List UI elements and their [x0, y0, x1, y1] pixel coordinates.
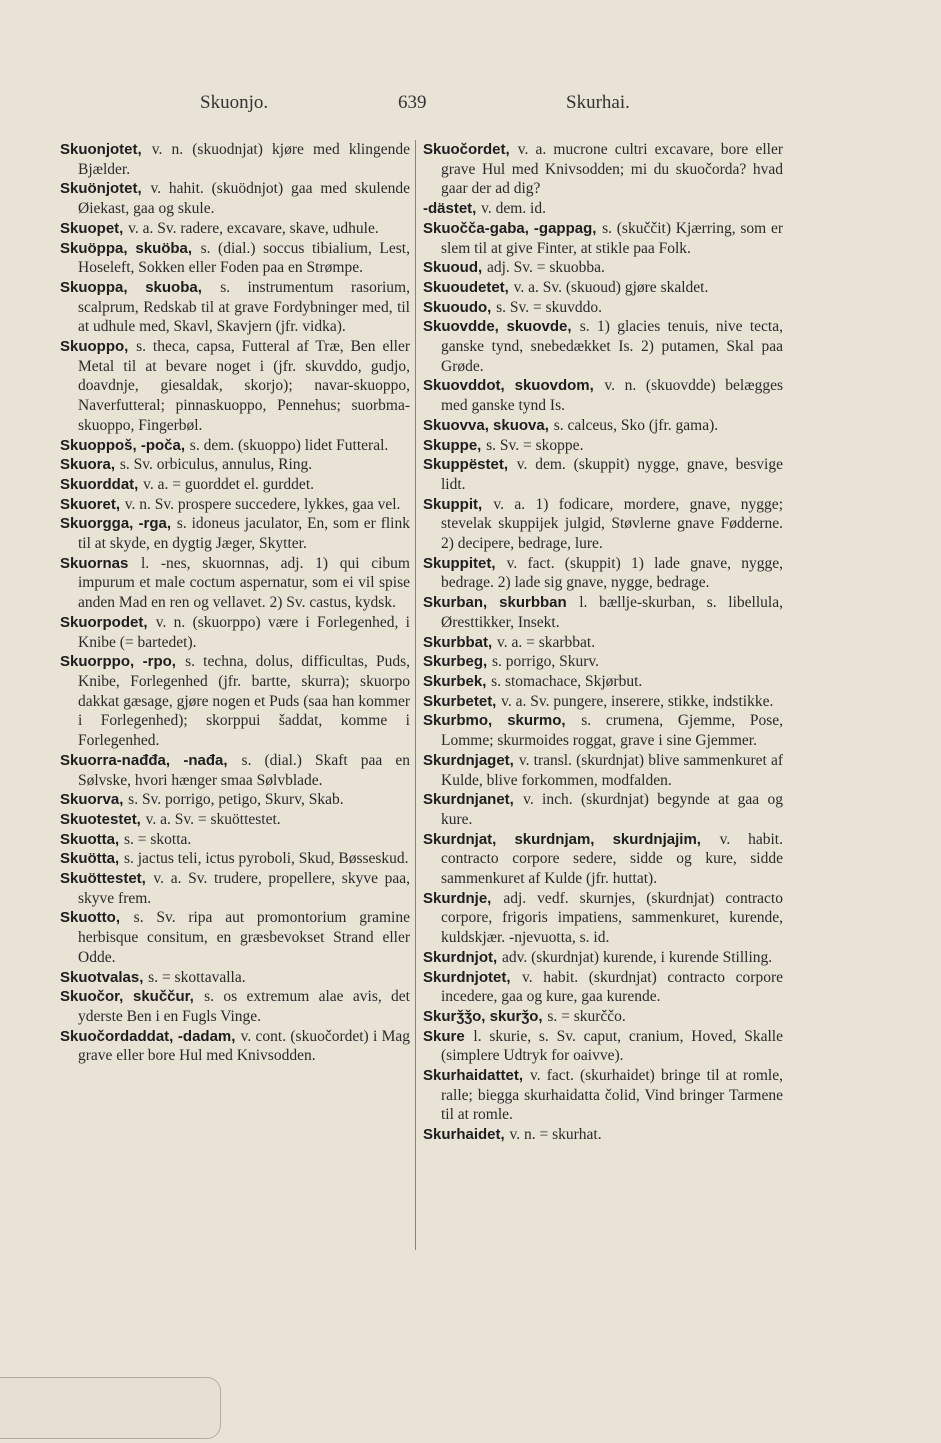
entry-headword: Skuonjotet, — [60, 141, 142, 158]
entry-headword: Skuorva, — [60, 791, 124, 809]
entry-definition: v. a. Sv. radere, excavare, skave, udhule. — [128, 219, 379, 237]
dictionary-entry — [423, 633, 783, 653]
entry-definition: l. -nes, skuornnas, adj. 1) qui cibum impurum et male coctum aspernatur, som ei vil spise anden Mad en ren og vellavet. 2) Sv. castus, kydsk. — [78, 554, 410, 612]
entry-definition: s. = skotta. — [123, 830, 192, 848]
entry-headword: Skuöttestet, — [60, 870, 146, 888]
entry-headword: Skurdnjotet, — [423, 968, 511, 986]
dictionary-entry — [423, 219, 783, 258]
dictionary-entry — [60, 613, 410, 652]
entry-headword: Skuočor, skuččur, — [60, 988, 194, 1006]
dictionary-entry — [423, 830, 783, 889]
entry-headword: Skurbek, — [423, 672, 487, 690]
entry-definition: s. Sv. = skuvddo. — [496, 298, 603, 316]
entry-headword: Skurǯǯo, skurǯo, — [423, 1007, 543, 1025]
dictionary-entry — [423, 1066, 783, 1125]
entry-definition: s. (skuččit) Kjærring, som er slem til at give Finter, at stikle paa Folk. — [441, 219, 783, 257]
entry-headword: Skuorpodet, — [60, 613, 148, 631]
dictionary-entry — [60, 179, 410, 218]
dictionary-entry — [423, 436, 783, 456]
entry-definition: v. fact. (skurhaidet) bringe til at romle, ralle; biegga skurhaidatta čolid, Vind bringer Tarmene til at romle. — [441, 1067, 783, 1124]
dictionary-entry — [60, 869, 410, 908]
entry-definition: adv. (skurdnjat) kurende, i kurende Stilling. — [501, 948, 773, 966]
entry-definition: s. idoneus jaculator, En, som er flink til at skyde, en dygtig Jæger, Skytter. — [78, 515, 410, 553]
page-header — [0, 92, 941, 122]
dictionary-entry — [60, 219, 410, 239]
entry-definition: s. jactus teli, ictus pyroboli, Skud, Bøsseskud. — [123, 850, 409, 868]
right-column — [423, 140, 783, 1145]
dictionary-entry — [60, 830, 410, 850]
entry-definition: v. n. (skuodnjat) kjøre med klingende Bjælder. — [78, 141, 410, 178]
dictionary-entry — [60, 554, 410, 613]
entry-definition: s. stomachace, Skjørbut. — [491, 672, 643, 690]
dictionary-entry — [60, 337, 410, 436]
entry-definition: s. porrigo, Skurv. — [491, 653, 600, 671]
dictionary-entry — [423, 1125, 783, 1145]
entry-headword: Skuorra-nađđa, -nađa, — [60, 751, 228, 769]
entry-definition: v. habit. contracto corpore sedere, sidde og kure, sidde sammenkuret af Kulde (jfr. huttat). — [441, 830, 783, 888]
dictionary-entry — [423, 554, 783, 593]
entry-definition: v. hahit. (skuödnjot) gaa med skulende Øiekast, gaa og skule. — [78, 180, 410, 218]
dictionary-entry — [60, 239, 410, 278]
entry-definition: adj. Sv. = skuobba. — [486, 259, 605, 277]
entry-definition: s. dem. (skuoppo) lidet Futteral. — [189, 436, 389, 454]
entry-headword: Skuoppo, — [60, 338, 129, 356]
entry-definition: s. = skottavalla. — [148, 968, 246, 986]
entry-headword: Skurdnjaget, — [423, 751, 514, 769]
dictionary-entry — [423, 672, 783, 692]
entry-definition: v. a. = guorddet el. gurddet. — [143, 475, 314, 493]
entry-headword: Skuočordaddat, -dadam, — [60, 1027, 236, 1045]
dictionary-entry — [60, 455, 410, 475]
entry-headword: Skurhaidet, — [423, 1126, 505, 1144]
dictionary-entry — [423, 692, 783, 712]
dictionary-entry — [423, 889, 783, 948]
entry-definition: l. skurie, s. Sv. caput, cranium, Hoved, Skalle (simplere Udtryk for oaivve). — [441, 1027, 783, 1065]
entry-headword: Skurban, skurbban — [423, 594, 567, 612]
entry-definition: v. a. Sv. trudere, propellere, skyve paa, skyve frem. — [78, 870, 410, 907]
entry-headword: Skuöppa, skuöba, — [60, 239, 193, 257]
dictionary-entry — [60, 751, 410, 790]
entry-definition: s. (dial.) soccus tibialium, Lest, Hoseleft, Sokken eller Foden paa en Strømpe. — [78, 239, 410, 277]
entry-definition: v. a. 1) fodicare, mordere, gnave, nygge; stevelak skuppijek julgid, Støvlerne gnave Fødderne. 2) decipere, bedrage, lure. — [441, 495, 783, 553]
entry-definition: s. Sv. = skoppe. — [486, 436, 584, 454]
entry-headword: Skuora, — [60, 456, 116, 474]
entry-definition: v. n. (skuorppo) være i Forlegenhed, i Knibe (= bartedet). — [78, 613, 410, 651]
dictionary-entry — [423, 790, 783, 829]
entry-headword: -dästet, — [423, 200, 477, 218]
dictionary-entry — [60, 810, 410, 830]
entry-headword: Skuotta, — [60, 830, 120, 848]
dictionary-entry — [423, 376, 783, 415]
header-left-word: Skuonjo. — [200, 92, 269, 113]
entry-definition: s. calceus, Sko (jfr. gama). — [553, 416, 719, 434]
entry-definition: v. a. mucrone cultri excavare, bore eller grave Hul med Knivsodden; mi du skuočorda? hvad gaar der ad dig? — [441, 141, 783, 198]
dictionary-entry — [423, 751, 783, 790]
entry-definition: v. habit. (skurdnjat) contracto corpore incedere, gaa og kure, gaa kurende. — [441, 968, 783, 1006]
entry-definition: s. techna, dolus, difficultas, Puds, Knibe, Forlegenhed (jfr. bartte, skurra); skuorpo dakkat gæsage, gjøre nogen et Puds (saa han kommer i Forlegenhed); skorppui šaddat, komme i Forlegenhed. — [78, 653, 410, 750]
entry-headword: Skuovva, skuova, — [423, 416, 549, 434]
entry-headword: Skurhaidattet, — [423, 1067, 524, 1085]
entry-headword: Skuoudetet, — [423, 278, 509, 296]
header-right-word: Skurhai. — [566, 92, 630, 113]
dictionary-entry — [423, 317, 783, 376]
dictionary-entry — [423, 1007, 783, 1027]
entry-headword: Skuoud, — [423, 259, 483, 277]
entry-definition: v. n. = skurhat. — [509, 1126, 602, 1144]
dictionary-entry — [423, 968, 783, 1007]
entry-headword: Skuovdde, skuovde, — [423, 318, 572, 336]
entry-headword: Skuotestet, — [60, 810, 141, 828]
entry-definition: v. a. = skarbbat. — [496, 633, 596, 651]
dictionary-entry — [423, 199, 783, 219]
entry-definition: v. cont. (skuočordet) i Mag grave eller bore Hul med Knivsodden. — [78, 1027, 410, 1065]
entry-definition: s. 1) glacies tenuis, nive tecta, ganske tynd, snebedækket Is. 2) putamen, Skal paa Grøde. — [441, 318, 783, 375]
entry-headword: Skuorgga, -rga, — [60, 515, 172, 533]
entry-headword: Skuoppa, skuoba, — [60, 278, 202, 296]
entry-definition: v. n. Sv. prospere succedere, lykkes, gaa vel. — [124, 495, 401, 513]
entry-headword: Skuotto, — [60, 909, 120, 927]
entry-headword: Skuotvalas, — [60, 968, 144, 986]
page-number: 639 — [398, 92, 427, 113]
entry-headword: Skuočordet, — [423, 141, 510, 158]
entry-headword: Skuötta, — [60, 850, 120, 868]
entry-headword: Skuopet, — [60, 219, 124, 237]
entry-definition: v. n. (skuovdde) belægges med ganske tynd Is. — [441, 377, 783, 415]
dictionary-entry — [60, 475, 410, 495]
entry-definition: s. = skurččo. — [547, 1007, 626, 1025]
entry-headword: Skuppit, — [423, 495, 483, 513]
dictionary-entry — [60, 790, 410, 810]
dictionary-entry — [60, 278, 410, 337]
entry-definition: v. dem. id. — [481, 200, 546, 218]
entry-headword: Skurdnje, — [423, 889, 492, 907]
entry-definition: s. crumena, Gjemme, Pose, Lomme; skurmoides roggat, grave i sine Gjemmer. — [441, 712, 783, 750]
dictionary-entry — [423, 416, 783, 436]
dictionary-entry — [60, 436, 410, 456]
entry-definition: s. theca, capsa, Futteral af Træ, Ben eller Metal til at bevare noget i (jfr. skuvddo, gudjo, doavdnje, giesaldak, skorjo); navar-skuoppo, Naverfutteral; pinnaskuoppo, Pennehus; suorbma-skuoppo, Fingerbøl. — [78, 338, 410, 434]
entry-definition: s. os extremum alae avis, det yderste Ben i en Fugls Vinge. — [78, 988, 410, 1025]
column-divider — [415, 140, 416, 1250]
library-label-sticker — [0, 1377, 221, 1439]
dictionary-entry — [60, 987, 410, 1026]
entry-definition: v. fact. (skuppit) 1) lade gnave, nygge, bedrage. 2) lade sig gnave, nygge, bedrage. — [441, 554, 783, 592]
entry-definition: s. Sv. orbiculus, annulus, Ring. — [119, 456, 313, 474]
entry-definition: s. Sv. porrigo, petigo, Skurv, Skab. — [128, 791, 344, 809]
entry-headword: Skurbetet, — [423, 692, 497, 710]
entry-definition: s. Sv. ripa aut promontorium gramine herbisque consitum, en græsbevokset Strand eller Odde. — [78, 909, 410, 966]
left-column — [60, 140, 410, 1066]
entry-headword: Skuornas — [60, 554, 129, 572]
entry-headword: Skurbeg, — [423, 653, 488, 671]
entry-headword: Skuppe, — [423, 436, 482, 454]
entry-headword: Skurbmo, skurmo, — [423, 712, 566, 730]
dictionary-entry — [60, 968, 410, 988]
entry-definition: s. (dial.) Skaft paa en Sølvske, hvori hænger smaa Sølvblade. — [78, 751, 410, 789]
dictionary-entry — [423, 140, 783, 199]
dictionary-entry — [423, 278, 783, 298]
dictionary-entry — [423, 711, 783, 750]
entry-headword: Skuppitet, — [423, 554, 496, 572]
entry-definition: v. transl. (skurdnjat) blive sammenkuret af Kulde, blive forkommen, modfalden. — [441, 751, 783, 789]
entry-headword: Skuovddot, skuovdom, — [423, 377, 594, 395]
entry-headword: Skure — [423, 1027, 465, 1045]
entry-definition: v. a. Sv. = skuöttestet. — [145, 810, 281, 828]
entry-headword: Skurdnjat, skurdnjam, skurdnjajim, — [423, 830, 701, 848]
dictionary-entry — [423, 298, 783, 318]
entry-definition: v. a. Sv. (skuoud) gjøre skaldet. — [513, 278, 709, 296]
dictionary-entry — [423, 652, 783, 672]
entry-headword: Skuppëstet, — [423, 456, 509, 474]
entry-definition: l. bællje-skurban, s. libellula, Øresttikker, Insekt. — [441, 594, 783, 631]
entry-headword: Skuoppoš, -poča, — [60, 436, 186, 454]
entry-headword: Skuoudo, — [423, 298, 492, 316]
entry-headword: Skuoret, — [60, 495, 121, 513]
dictionary-entry — [60, 514, 410, 553]
dictionary-entry — [423, 1027, 783, 1066]
entry-headword: Skuorddat, — [60, 475, 139, 493]
dictionary-entry — [60, 1027, 410, 1066]
dictionary-entry — [60, 908, 410, 967]
entry-headword: Skuočča-gaba, -gappag, — [423, 219, 597, 237]
dictionary-entry — [423, 495, 783, 554]
entry-headword: Skurdnjanet, — [423, 791, 514, 809]
dictionary-entry — [423, 593, 783, 632]
entry-headword: Skurbbat, — [423, 633, 493, 651]
dictionary-entry — [423, 258, 783, 278]
entry-headword: Skuorppo, -rpo, — [60, 653, 176, 671]
dictionary-entry — [423, 948, 783, 968]
entry-definition: adj. vedf. skurnjes, (skurdnjat) contracto corpore, frigoris impatiens, sammenkuret, kurende, kuldskjær. -njevuotta, s. id. — [441, 889, 783, 947]
dictionary-entry — [423, 455, 783, 494]
entry-definition: v. inch. (skurdnjat) begynde at gaa og kure. — [441, 791, 783, 828]
dictionary-entry — [60, 652, 410, 751]
entry-headword: Skuönjotet, — [60, 180, 142, 198]
dictionary-entry — [60, 849, 410, 869]
entry-definition: s. instrumentum rasorium, scalprum, Redskab til at grave Fordybninger med, til at udhule med, Skavl, Skavjern (jfr. vidka). — [78, 278, 410, 336]
entry-headword: Skurdnjot, — [423, 948, 498, 966]
entry-definition: v. a. Sv. pungere, inserere, stikke, indstikke. — [501, 692, 774, 710]
entry-definition: v. dem. (skuppit) nygge, gnave, besvige lidt. — [441, 456, 783, 493]
dictionary-entry — [60, 140, 410, 179]
dictionary-entry — [60, 495, 410, 515]
